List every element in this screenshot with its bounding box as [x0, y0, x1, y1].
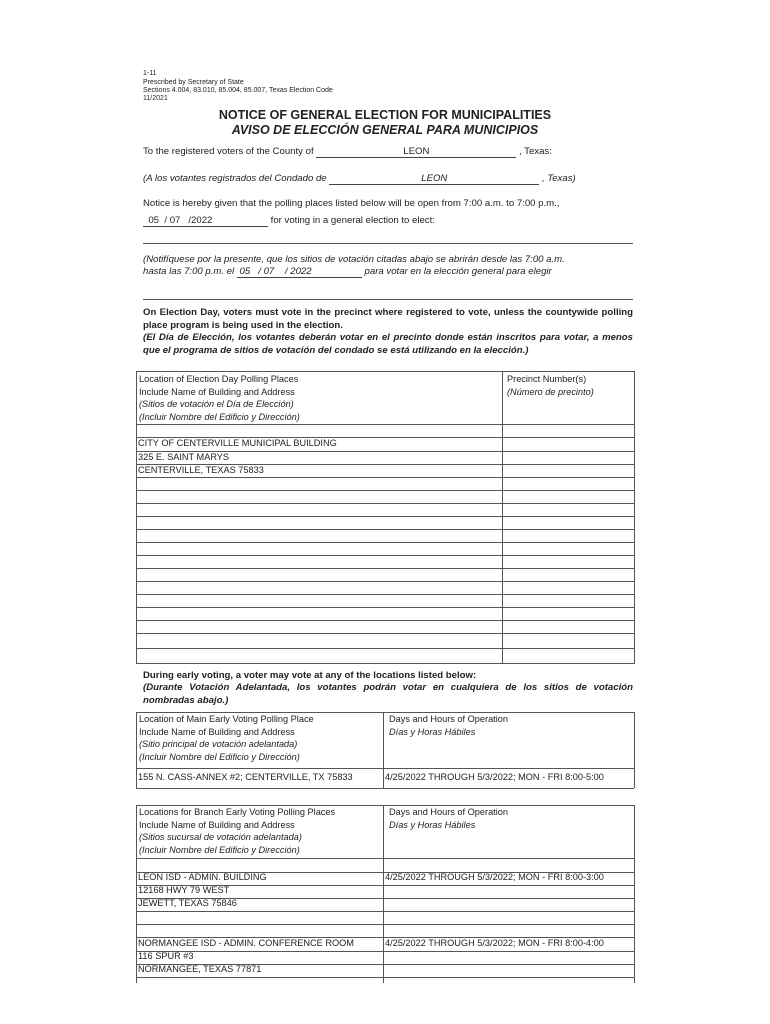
county-suffix-es: , Texas): [541, 173, 576, 184]
election-day-location-header: Location of Election Day Polling Places Include Name of Building and Address (Sitios de votación el Día de Elección) (Incluir Nombre del Edificio y Dirección): [139, 374, 300, 422]
branch2-name: NORMANGEE ISD - ADMIN. CONFERENCE ROOM: [138, 938, 354, 948]
branch1-city: JEWETT, TEXAS 75846: [138, 898, 237, 908]
election-date-es: 05 / 07 / 2022: [237, 266, 362, 278]
notice-line2-es: hasta las 7:00 p.m. el 05 / 07 / 2022 para votar en la elección general para elegir: [143, 266, 552, 277]
main-hours-header: Days and Hours of Operation Días y Horas Hábiles: [389, 714, 508, 737]
prescribed-by: Prescribed by Secretary of State: [143, 79, 244, 86]
branch-hours-header: Days and Hours of Operation Días y Horas Hábiles: [389, 807, 508, 830]
early-voting-intro-es: (Durante Votación Adelantada, los votantes podrán votar en cualquiera de los sitios de votación nombradas abajo.): [143, 682, 633, 706]
county-line-en: [143, 146, 552, 158]
county-name-en: LEON: [316, 146, 516, 158]
election-day-warning-en: On Election Day, voters must vote in the precinct where registered to vote, unless the countywide polling place program is being used in the election.: [143, 307, 633, 331]
code-sections: Sections 4.004, 83.010, 85.004, 85.007, Texas Election Code: [143, 87, 333, 94]
election-date-en: 05 / 07 /2022: [143, 215, 268, 227]
polling-place-street: 325 E. SAINT MARYS: [138, 452, 230, 462]
polling-place-city: CENTERVILLE, TEXAS 75833: [138, 465, 264, 475]
county-suffix-en: , Texas:: [519, 146, 552, 157]
branch-early-voting-header: Locations for Branch Early Voting Polling Places Include Name of Building and Address (Sitios sucursal de votación adelantada) (Incluir Nombre del Edificio y Dirección): [139, 807, 336, 855]
county-prefix-es: (A los votantes registrados del Condado de: [143, 173, 327, 184]
form-number: 1-11: [143, 70, 157, 77]
branch2-hours: 4/25/2022 THROUGH 5/3/2022; MON - FRI 8:00-4:00: [385, 938, 604, 948]
county-line-es: [143, 173, 576, 185]
polling-place-name: CITY OF CENTERVILLE MUNICIPAL BUILDING: [138, 438, 337, 448]
notice-elect-en: for voting in a general election to elect:: [270, 215, 435, 226]
branch1-street: 12168 HWY 79 WEST: [138, 885, 230, 895]
notice-line2-en: [143, 215, 435, 227]
branch2-city: NORMANGEE, TEXAS 77871: [138, 964, 262, 974]
county-name-es: LEON: [329, 173, 539, 185]
election-day-warning-es: (El Día de Elección, los votantes deberán votar en el precinto donde están inscritos para votar, a menos que el programa de sitios de votación del condado se está utilizando en la elección.): [143, 332, 633, 356]
branch1-name: LEON ISD - ADMIN. BUILDING: [138, 872, 267, 882]
divider: [143, 299, 633, 300]
county-prefix-en: To the registered voters of the County of: [143, 146, 314, 157]
notice-line1-es: (Notifíquese por la presente, que los sitios de votación citadas abajo se abrirán desde las 7:00 a.m.: [143, 254, 565, 265]
title-english: NOTICE OF GENERAL ELECTION FOR MUNICIPALITIES: [218, 108, 552, 122]
main-early-voting-hours: 4/25/2022 THROUGH 5/3/2022; MON - FRI 8:00-5:00: [385, 772, 604, 782]
early-voting-intro-en: During early voting, a voter may vote at any of the locations listed below:: [143, 670, 477, 681]
branch1-hours: 4/25/2022 THROUGH 5/3/2022; MON - FRI 8:00-3:00: [385, 872, 604, 882]
main-early-voting-location: 155 N. CASS-ANNEX #2; CENTERVILLE, TX 75833: [138, 772, 353, 782]
divider: [143, 243, 633, 244]
main-early-voting-header: Location of Main Early Voting Polling Place Include Name of Building and Address (Sitio principal de votación adelantada) (Incluir Nombre del Edificio y Dirección): [139, 714, 314, 762]
precinct-header: Precinct Number(s) (Número de precinto): [507, 374, 594, 397]
branch2-street: 116 SPUR #3: [138, 951, 194, 961]
title-spanish: AVISO DE ELECCIÓN GENERAL PARA MUNICIPIOS: [231, 123, 539, 137]
form-date: 11/2021: [143, 95, 168, 102]
notice-line1-en: Notice is hereby given that the polling places listed below will be open from 7:00 a.m. to 7:00 p.m.,: [143, 198, 560, 209]
